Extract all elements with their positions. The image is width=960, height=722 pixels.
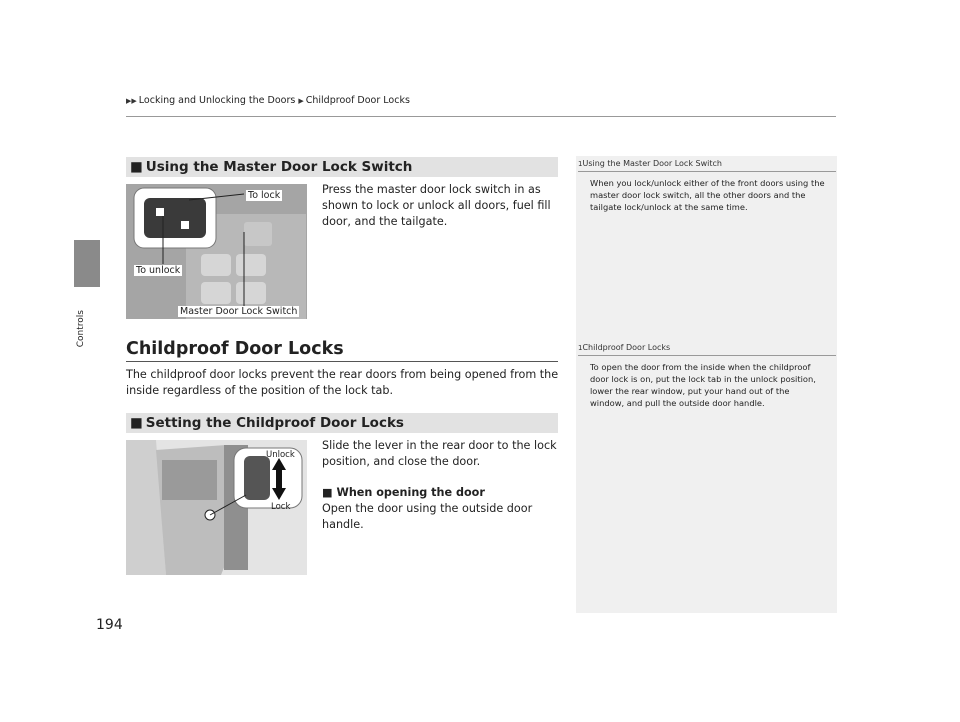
callout-unlock: Unlock <box>266 450 295 460</box>
door-panel-drawing <box>126 184 307 319</box>
page-title: Childproof Door Locks <box>126 339 344 359</box>
arrow-icon: ▶ <box>298 97 304 105</box>
section-heading: ■ Setting the Childproof Door Locks <box>126 413 558 433</box>
square-bullet-icon: ■ <box>130 415 143 431</box>
note-title: 1Using the Master Door Lock Switch <box>578 159 836 172</box>
section2-intro: The childproof door locks prevent the rear doors from being opened from the inside regardless of the position of the lock tab. <box>126 368 559 397</box>
breadcrumb-item[interactable]: Childproof Door Locks <box>305 95 410 106</box>
when-opening-body: Open the door using the outside door handle. <box>322 502 533 531</box>
callout-to-lock: To lock <box>248 190 281 201</box>
callout-master-switch: Master Door Lock Switch <box>180 306 298 317</box>
subheading-when-opening: ■ When opening the door <box>322 486 485 499</box>
section1-body: Press the master door lock switch in as shown to lock or unlock all doors, fuel fill door, and the tailgate. <box>322 183 551 228</box>
note-body: When you lock/unlock either of the front doors using the master door lock switch, all the other doors and the tailgate lock/unlock at the same time. <box>590 178 825 212</box>
note-title: 1Childproof Door Locks <box>578 343 836 356</box>
square-bullet-icon: ■ <box>322 486 333 499</box>
master-switch-illustration <box>126 184 307 319</box>
section2-body: Slide the lever in the rear door to the lock position, and close the door. <box>322 439 557 468</box>
breadcrumb-item[interactable]: Locking and Unlocking the Doors <box>138 95 296 106</box>
breadcrumb <box>126 95 410 106</box>
note-master-switch <box>578 159 836 213</box>
title-divider <box>126 361 558 362</box>
square-bullet-icon: ■ <box>130 159 143 175</box>
arrow-icon: ▶▶ <box>126 97 137 105</box>
section-heading: ■ Using the Master Door Lock Switch <box>126 157 558 177</box>
note-childproof <box>578 343 836 409</box>
chapter-label: Controls <box>76 310 86 348</box>
chapter-tab <box>74 240 100 287</box>
page-number: 194 <box>96 617 123 633</box>
note-body: To open the door from the inside when the childproof door lock is on, put the lock tab in the unlock position, lower the rear window, put your hand out of the window, and pull the outside door handle. <box>590 362 816 408</box>
callout-to-unlock: To unlock <box>136 265 181 276</box>
callout-lock: Lock <box>271 502 291 512</box>
header-divider <box>126 116 836 117</box>
